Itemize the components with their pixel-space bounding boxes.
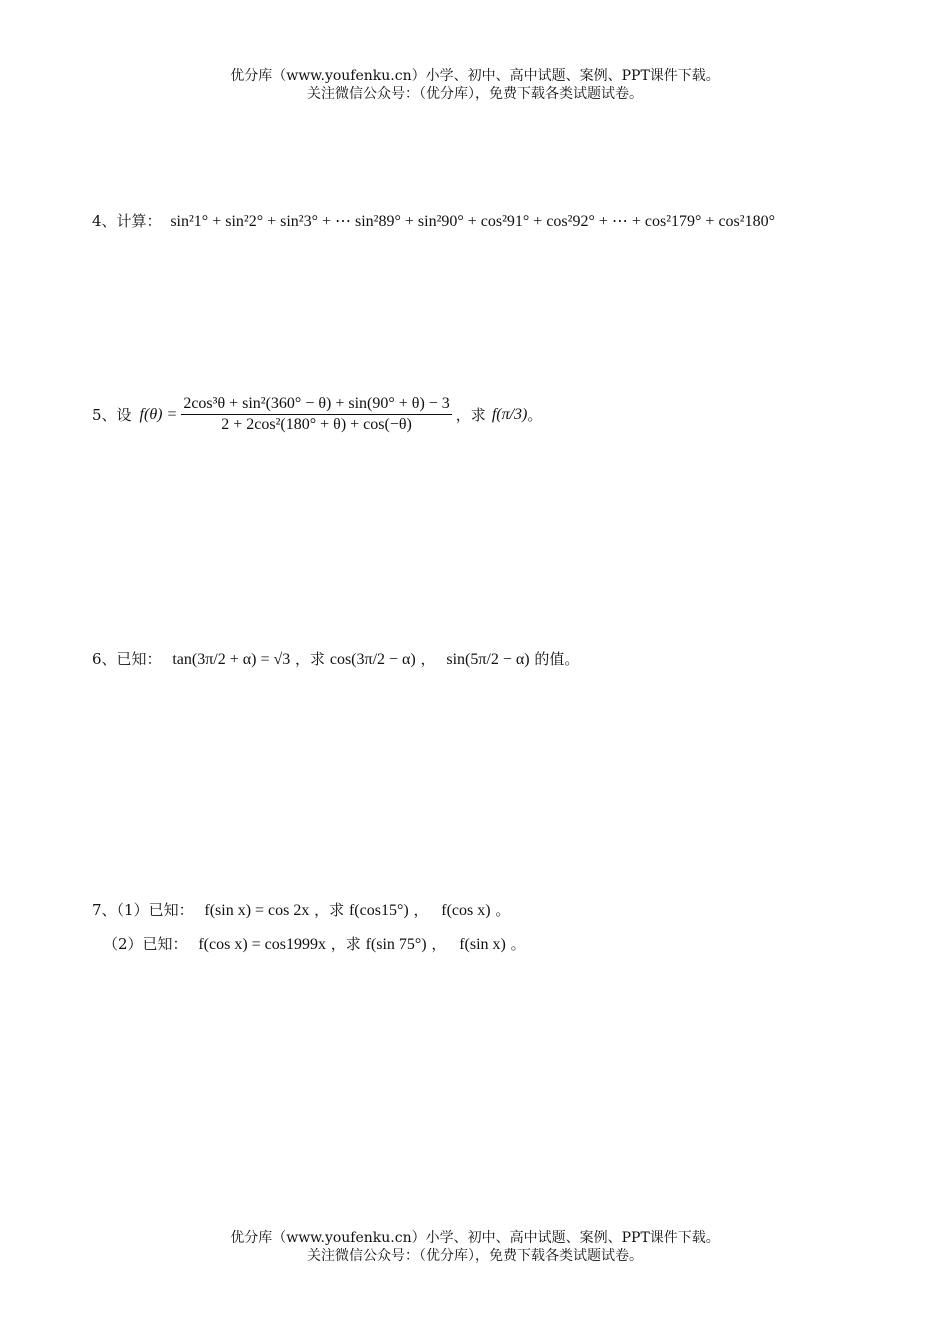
question-4-expression: sin²1° + sin²2° + sin²3° + ⋯ sin²89° + sin²90° + cos²91° + cos²92° + ⋯ + cos²179° + cos²180° [170, 213, 775, 230]
question-6-end: 的值。 [534, 650, 580, 668]
question-6-target-1: cos(3π/2 − α) [329, 651, 416, 668]
question-6-ask: ，求 [295, 650, 326, 668]
question-7-label-2: （2）已知： [103, 935, 188, 953]
question-7-label: 7、（1）已知： [92, 901, 194, 919]
question-7-separator-2: ， [431, 935, 447, 953]
question-5-ask: ，求 [455, 406, 486, 424]
question-6-separator: ， [420, 650, 436, 668]
question-6 [92, 648, 579, 669]
question-5-label: 5、设 [92, 406, 132, 424]
question-6-label: 6、已知： [92, 650, 162, 668]
question-5 [92, 394, 542, 435]
question-6-given: tan(3π/2 + α) = √3 [172, 651, 291, 668]
question-5-ask-expression: f(π/3) [491, 405, 528, 423]
footer-line-1: 优分库（www.youfenku.cn）小学、初中、高中试题、案例、PPT课件下载。 [230, 1230, 720, 1246]
question-7-part-1 [92, 899, 510, 920]
question-7-given-1: f(sin x) = cos 2x [204, 902, 310, 919]
page-header [0, 67, 950, 103]
question-6-target-2: sin(5π/2 − α) [446, 651, 530, 668]
question-7-end-2: 。 [510, 935, 526, 953]
question-5-denominator: 2 + 2cos²(180° + θ) + cos(−θ) [221, 416, 412, 433]
footer-line-2: 关注微信公众号：（优分库），免费下载各类试题试卷。 [307, 1248, 643, 1264]
question-7-ask-1: ，求 [314, 901, 345, 919]
question-7-ask-2: ，求 [330, 935, 361, 953]
question-4-label: 4、计算： [92, 212, 162, 230]
question-5-end: 。 [527, 406, 543, 424]
question-7-target-2a: f(sin 75°) [365, 936, 427, 953]
question-7-target-1b: f(cos x) [441, 902, 491, 919]
question-7-end-1: 。 [495, 901, 511, 919]
question-7-target-1a: f(cos15°) [348, 902, 409, 919]
question-7-part-2 [103, 933, 526, 954]
question-7-separator-1: ， [413, 901, 429, 919]
page-footer [0, 1229, 950, 1265]
question-7-given-2: f(cos x) = cos1999x [198, 936, 326, 953]
header-line-1: 优分库（www.youfenku.cn）小学、初中、高中试题、案例、PPT课件下载。 [230, 68, 720, 84]
question-5-numerator: 2cos³θ + sin²(360° − θ) + sin(90° + θ) − 3 [181, 394, 451, 415]
question-5-fraction [181, 394, 451, 435]
question-4 [92, 210, 775, 231]
question-5-lhs: f(θ) = [139, 405, 178, 423]
question-7-target-2b: f(sin x) [459, 936, 506, 953]
header-line-2: 关注微信公众号：（优分库），免费下载各类试题试卷。 [307, 86, 643, 102]
